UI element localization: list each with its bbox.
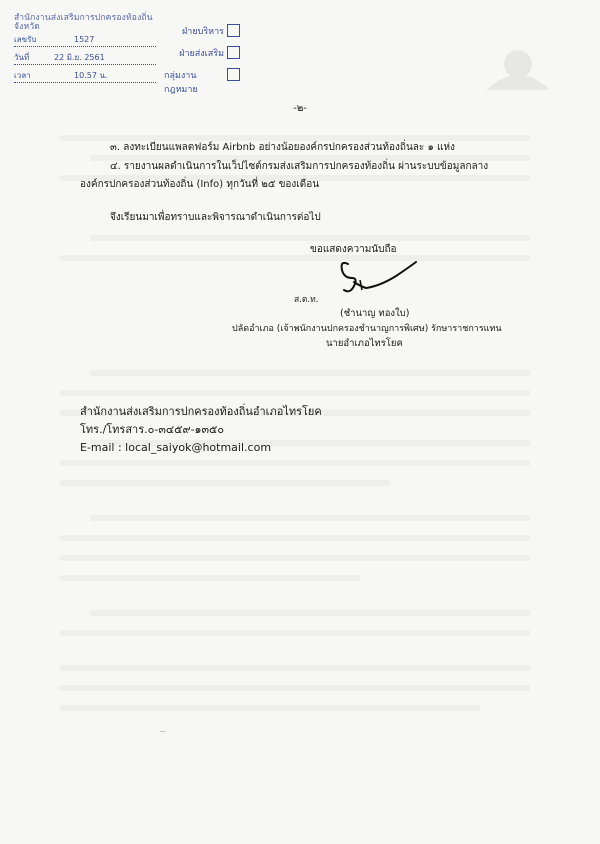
receipt-row-label: วันที่ (14, 53, 30, 62)
routing-check-row (164, 24, 244, 38)
handwritten-signature (336, 258, 426, 302)
receipt-row-value: 10.57 น. (74, 71, 108, 80)
routing-check-label: ฝ่ายส่งเสริม (179, 49, 224, 59)
footer-phone: โทร./โทรสาร.๐-๓๔๕๙-๑๓๕๐ (80, 423, 225, 436)
garuda-emblem-bleed-icon (478, 40, 558, 100)
receipt-row-label: เวลา (14, 71, 31, 80)
checkbox-icon (227, 68, 240, 81)
closing-request: จึงเรียนมาเพื่อทราบและพิจารณาดำเนินการต่อไป (110, 212, 321, 223)
page-number: -๒- (293, 103, 307, 114)
footer-email: E-mail : local_saiyok@hotmail.com (80, 441, 272, 454)
receipt-row-value: 1527 (74, 35, 95, 44)
receipt-stamp-row-time (14, 68, 156, 83)
footer-contact (80, 403, 322, 457)
checkbox-icon (227, 24, 240, 37)
receipt-stamp-org: สำนักงานส่งเสริมการปกครองท้องถิ่นจังหวัด (14, 13, 153, 32)
stray-mark (160, 731, 166, 736)
signer-title: นายอำเภอไทรโยค (326, 338, 403, 349)
receipt-stamp-row-date (14, 50, 156, 65)
receipt-stamp-row-number (14, 32, 156, 47)
item-4-line-1: ๔. รายงานผลดำเนินการในเว็ปไซต์กรมส่งเสริมการปกครองท้องถิ่น ผ่านระบบข้อมูลกลาง (110, 161, 489, 172)
checkbox-icon (227, 46, 240, 59)
routing-check-label: กลุ่มงานกฎหมาย (164, 71, 198, 95)
receipt-row-label: เลขรับ (14, 35, 37, 44)
salutation: ขอแสดงความนับถือ (310, 244, 397, 255)
receipt-stamp (14, 10, 156, 90)
item-3: ๓. ลงทะเบียนแพลตฟอร์ม Airbnb อย่างน้อยองค์กรปกครองส่วนท้องถิ่นละ ๑ แห่ง (110, 142, 455, 153)
routing-check-label: ฝ่ายบริหาร (182, 27, 224, 37)
routing-check-row (164, 68, 244, 95)
routing-check-row (164, 46, 244, 60)
receipt-row-value: 22 มิ.ย. 2561 (54, 53, 105, 62)
item-4-line-2: องค์กรปกครองส่วนท้องถิ่น (Info) ทุกวันที่ ๒๕ ของเดือน (80, 179, 320, 190)
signer-abbreviation: ส.ต.ท. (294, 295, 319, 305)
signer-name: (ชำนาญ ทองใบ) (340, 308, 410, 319)
signer-position: ปลัดอำเภอ (เจ้าพนักงานปกครองชำนาญการพิเศษ) รักษาราชการแทน (232, 324, 502, 334)
footer-office: สำนักงานส่งเสริมการปกครองท้องถิ่นอำเภอไทรโยค (80, 405, 322, 418)
